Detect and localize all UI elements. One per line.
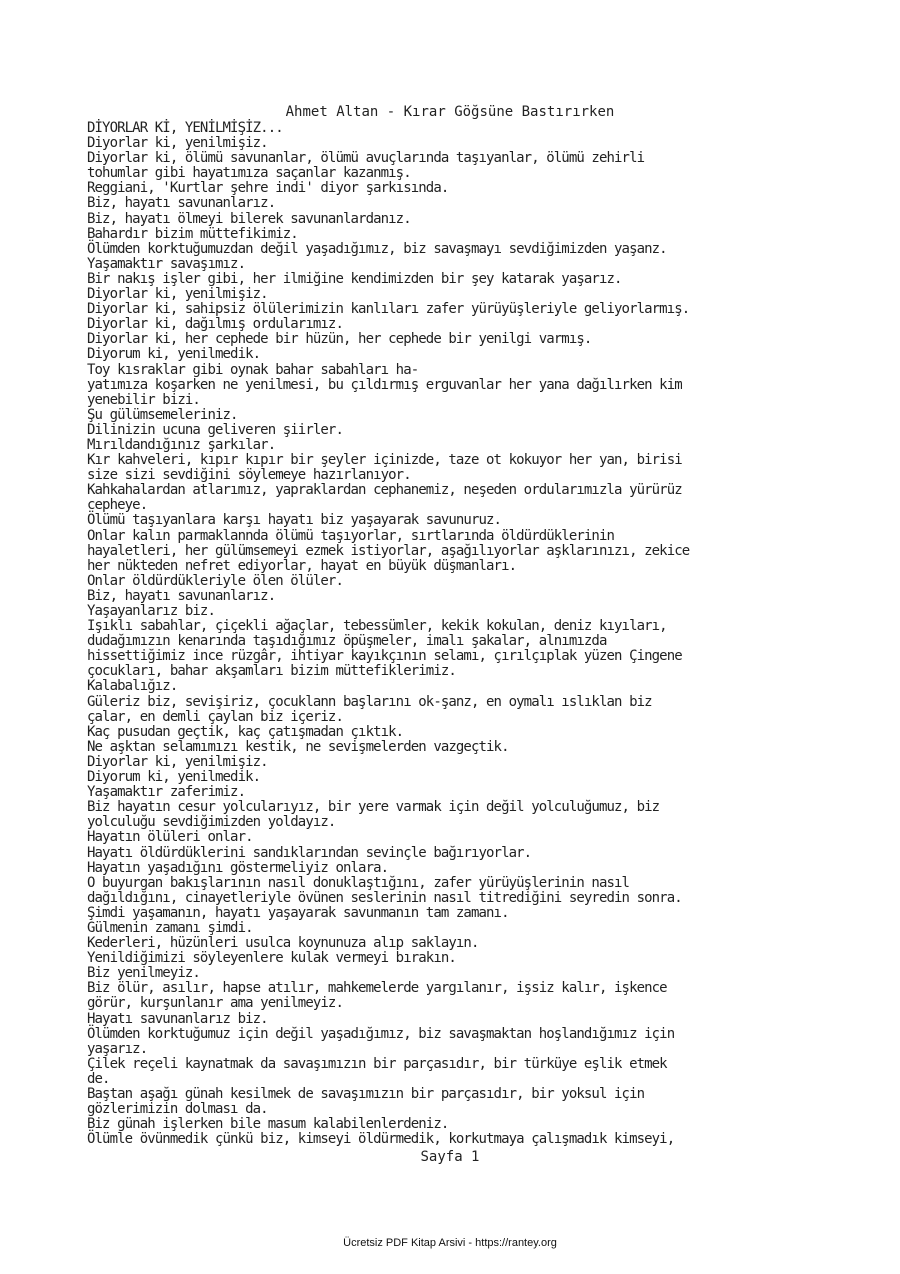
text-line: size sizi sevdiğini söylemeye hazırlanıyor.: [87, 467, 411, 484]
text-line: Ölümden korktuğumuzdan değil yaşadığımız, biz savaşmayı sevdiğimizden yaşanz.: [87, 240, 667, 257]
text-line: çalar, en demli çaylan biz içeriz.: [87, 708, 343, 725]
text-line: yaşarız.: [87, 1040, 148, 1057]
text-line: Diyorlar ki, yenilmişiz.: [87, 135, 268, 152]
text-line: Kır kahveleri, kıpır kıpır bir şeyler içinizde, taze ot kokuyor her yan, birisi: [87, 452, 682, 469]
text-line: Dilinizin ucuna geliveren şiirler.: [87, 421, 343, 438]
text-line: Onlar öldürdükleriyle ölen ölüler.: [87, 572, 343, 589]
text-line: dudağımızın kenarında taşıdığımız öpüşmeler, imalı şakalar, alnımızda: [87, 633, 607, 650]
text-line: Güleriz biz, sevişiriz, çocuklann başlarını ok-şanz, en oymalı ıslıklan biz: [87, 693, 652, 710]
text-line: Kederleri, hüzünleri usulca koynunuza alıp saklayın.: [87, 935, 479, 952]
text-line: Onlar kalın parmaklannda ölümü taşıyorlar, sırtlarında öldürdüklerinin: [87, 527, 615, 544]
text-line: Hayatı öldürdüklerini sandıklarından sevinçle bağırıyorlar.: [87, 844, 532, 861]
text-line: Ölümden korktuğumuz için değil yaşadığımız, biz savaşmaktan hoşlandığımız için: [87, 1025, 675, 1042]
text-line: Kaç pusudan geçtik, kaç çatışmadan çıktık.: [87, 723, 404, 740]
text-line: Diyorlar ki, sahipsiz ölülerimizin kanlıları zafer yürüyüşleriyle geliyorlarmış.: [87, 301, 690, 318]
text-line: Biz yenilmeyiz.: [87, 965, 200, 982]
text-line: Biz hayatın cesur yolcularıyız, bir yere varmak için değil yolculuğumuz, biz: [87, 799, 660, 816]
document-body: [87, 121, 689, 1147]
text-line: Biz ölür, asılır, hapse atılır, mahkemelerde yargılanır, işsiz kalır, işkence: [87, 980, 667, 997]
text-line: Şimdi yaşamanın, hayatı yaşayarak savunmanın tam zamanı.: [87, 904, 509, 921]
text-line: Bahardır bizim müttefikimiz.: [87, 225, 298, 242]
text-line: Diyorlar ki, yenilmişiz.: [87, 286, 268, 303]
text-line: Toy kısraklar gibi oynak bahar sabahları ha-: [87, 361, 419, 378]
text-line: Ölümle övünmedik çünkü biz, kimseyi öldürmedik, korkutmaya çalışmadık kimseyi,: [87, 1131, 675, 1148]
text-line: Bir nakış işler gibi, her ilmiğine kendimizden bir şey katarak yaşarız.: [87, 270, 622, 287]
text-line: Mırıldandığınız şarkılar.: [87, 436, 276, 453]
text-line: Hayatın ölüleri onlar.: [87, 829, 253, 846]
text-line: Kalabalığız.: [87, 678, 178, 695]
text-line: Ne aşktan selamımızı kestik, ne sevişmelerden vazgeçtik.: [87, 738, 509, 755]
text-line: Hayatı savunanlarız biz.: [87, 1010, 268, 1027]
text-line: Yaşamaktır savaşımız.: [87, 255, 246, 272]
text-line: Diyorlar ki, dağılmış ordularımız.: [87, 316, 343, 333]
text-line: Diyorlar ki, ölümü savunanlar, ölümü avuçlarında taşıyanlar, ölümü zehirli: [87, 150, 645, 167]
text-line: hissettiğimiz ince rüzgâr, ihtiyar kayıkçının selamı, çırılçıplak yüzen Çingene: [87, 648, 682, 665]
text-line: yatımıza koşarken ne yenilmesi, bu çıldırmış erguvanlar her yana dağılırken kim: [87, 376, 682, 393]
text-line: çocukları, bahar akşamları bizim müttefiklerimiz.: [87, 663, 456, 680]
text-line: yolculuğu sevdiğimizden yoldayız.: [87, 814, 336, 831]
text-line: Hayatın yaşadığını göstermeliyiz onlara.: [87, 859, 389, 876]
text-line: her nükteden nefret ediyorlar, hayat en büyük düşmanları.: [87, 557, 517, 574]
text-line: gözlerimizin dolması da.: [87, 1101, 268, 1118]
text-line: Kahkahalardan atlarımız, yapraklardan cephanemiz, neşeden ordularımızla yürürüz: [87, 482, 682, 499]
text-line: de.: [87, 1070, 110, 1087]
text-line: görür, kurşunlanır ama yenilmeyiz.: [87, 995, 343, 1012]
text-line: Biz, hayatı ölmeyi bilerek savunanlardanız.: [87, 210, 411, 227]
text-line: Reggiani, 'Kurtlar şehre indi' diyor şarkısında.: [87, 180, 449, 197]
text-line: Yenildiğimizi söyleyenlere kulak vermeyi bırakın.: [87, 950, 456, 967]
text-line: DİYORLAR Kİ, YENİLMİŞİZ...: [87, 120, 283, 136]
text-line: Yaşayanlarız biz.: [87, 603, 215, 619]
text-line: Gülmenin zamanı şimdi.: [87, 919, 253, 936]
text-line: Diyorlar ki, yenilmişiz.: [87, 753, 268, 770]
text-line: Diyorum ki, yenilmedik.: [87, 346, 261, 363]
text-line: Yaşamaktır zaferimiz.: [87, 784, 246, 801]
page-footer: Ücretsiz PDF Kitap Arsivi - https://rantey.org: [343, 1237, 557, 1249]
text-line: O buyurgan bakışlarının nasıl donuklaştığını, zafer yürüyüşlerinin nasıl: [87, 874, 630, 891]
text-line: Şu gülümsemeleriniz.: [87, 406, 238, 423]
text-line: Çilek reçeli kaynatmak da savaşımızın bir parçasıdır, bir türküye eşlik etmek: [87, 1055, 667, 1072]
text-line: Biz, hayatı savunanlarız.: [87, 195, 276, 212]
page-header: Ahmet Altan - Kırar Göğsüne Bastırırken: [285, 104, 615, 120]
text-line: Diyorum ki, yenilmedik.: [87, 769, 261, 786]
text-line: Ölümü taşıyanlara karşı hayatı biz yaşayarak savunuruz.: [87, 512, 502, 529]
text-line: dağıldığını, cinayetleriyle övünen seslerinin nasıl titrediğini seyredin sonra.: [87, 889, 682, 906]
text-line: hayaletleri, her gülümsemeyi ezmek istiyorlar, aşağılıyorlar aşklarınızı, zekice: [87, 542, 690, 559]
text-line: Baştan aşağı günah kesilmek de savaşımızın bir parçasıdır, bir yoksul için: [87, 1086, 645, 1102]
text-line: tohumlar gibi hayatımıza saçanlar kazanmış.: [87, 165, 411, 182]
text-line: Biz, hayatı savunanlarız.: [87, 587, 276, 604]
text-line: cepheye.: [87, 497, 148, 514]
text-line: Işıklı sabahlar, çiçekli ağaçlar, tebessümler, kekik kokulan, deniz kıyıları,: [87, 618, 667, 635]
text-line: Biz günah işlerken bile masum kalabilenlerdeniz.: [87, 1116, 449, 1133]
text-line: yenebilir bizi.: [87, 391, 200, 408]
text-line: Diyorlar ki, her cephede bir hüzün, her cephede bir yenilgi varmış.: [87, 331, 592, 348]
page-number: Sayfa 1: [420, 1149, 480, 1165]
